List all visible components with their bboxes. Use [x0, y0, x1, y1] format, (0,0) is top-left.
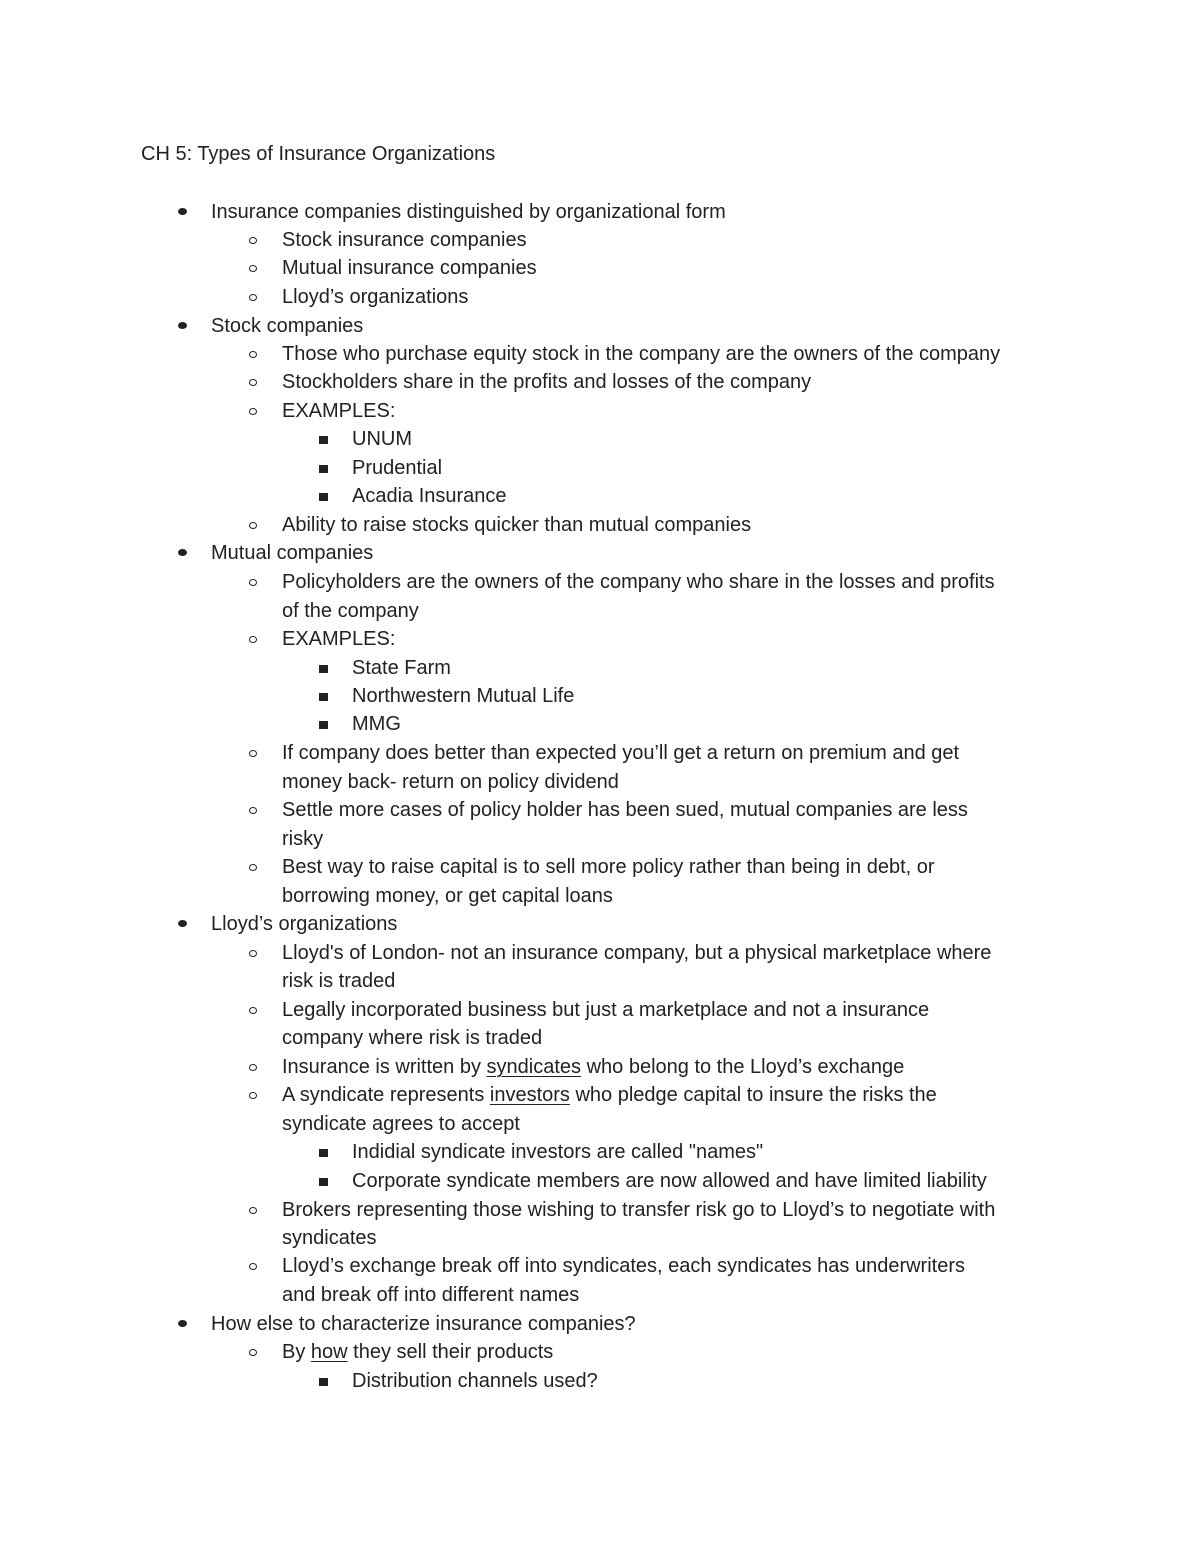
square-bullet-icon	[316, 1367, 330, 1395]
hollow-bullet-icon	[246, 568, 260, 596]
list-item-text: Policyholders are the owners of the company who share in the losses and profits	[282, 571, 995, 593]
hollow-bullet-icon	[246, 939, 260, 967]
list-item-text: Distribution channels used?	[352, 1370, 598, 1392]
hollow-bullet-icon	[246, 1053, 260, 1081]
underlined-term: how	[310, 1341, 348, 1363]
list-item-text: company where risk is traded	[282, 1027, 543, 1049]
page-title: CH 5: Types of Insurance Organizations	[141, 143, 496, 165]
hollow-bullet-icon	[246, 996, 260, 1024]
hollow-bullet-icon	[246, 739, 260, 767]
list-item-text: Ability to raise stocks quicker than mutual companies	[282, 514, 752, 536]
hollow-bullet-icon	[246, 1252, 260, 1280]
text-segment: Insurance is written by	[282, 1056, 487, 1078]
list-item-text: Indidial syndicate investors are called "names"	[352, 1141, 764, 1163]
list-item-text: Corporate syndicate members are now allowed and have limited liability	[352, 1170, 987, 1192]
list-item-text: UNUM	[352, 428, 412, 450]
text-segment: who pledge capital to insure the risks the	[569, 1084, 937, 1106]
bullet-icon	[176, 312, 190, 340]
bullet-icon	[176, 198, 190, 226]
list-item-text: Lloyd’s organizations	[211, 913, 398, 935]
list-item-text: Prudential	[352, 457, 443, 479]
square-bullet-icon	[316, 654, 330, 682]
bullet-icon	[176, 1310, 190, 1338]
list-item-text: Those who purchase equity stock in the company are the owners of the company	[282, 343, 1001, 365]
hollow-bullet-icon	[246, 283, 260, 311]
list-item-text: Northwestern Mutual Life	[352, 685, 575, 707]
list-item-text	[282, 1081, 937, 1109]
text-segment: A syndicate represents	[282, 1084, 490, 1106]
square-bullet-icon	[316, 425, 330, 453]
hollow-bullet-icon	[246, 625, 260, 653]
list-item-text: MMG	[352, 713, 401, 735]
hollow-bullet-icon	[246, 397, 260, 425]
text-segment: who belong to the Lloyd’s exchange	[581, 1056, 905, 1078]
hollow-bullet-icon	[246, 340, 260, 368]
list-item-text: Settle more cases of policy holder has been sued, mutual companies are less	[282, 799, 968, 821]
square-bullet-icon	[316, 710, 330, 738]
hollow-bullet-icon	[246, 254, 260, 282]
square-bullet-icon	[316, 454, 330, 482]
list-item-text: of the company	[282, 600, 419, 622]
list-item-text: If company does better than expected you’ll get a return on premium and get	[282, 742, 960, 764]
list-item-text: Insurance companies distinguished by organizational form	[211, 201, 726, 223]
bullet-icon	[176, 539, 190, 567]
hollow-bullet-icon	[246, 853, 260, 881]
list-item-text: Lloyd’s exchange break off into syndicates, each syndicates has underwriters	[282, 1255, 965, 1277]
list-item-text: Brokers representing those wishing to transfer risk go to Lloyd’s to negotiate with	[282, 1199, 996, 1221]
underlined-term: investors	[489, 1084, 570, 1106]
list-item-text: Lloyd's of London- not an insurance company, but a physical marketplace where	[282, 942, 992, 964]
hollow-bullet-icon	[246, 1081, 260, 1109]
list-item-text	[282, 1053, 904, 1081]
hollow-bullet-icon	[246, 511, 260, 539]
list-item-text: Lloyd’s organizations	[282, 286, 469, 308]
hollow-bullet-icon	[246, 226, 260, 254]
list-item-text: How else to characterize insurance companies?	[211, 1313, 636, 1335]
bullet-icon	[176, 910, 190, 938]
hollow-bullet-icon	[246, 796, 260, 824]
list-item-text: State Farm	[352, 657, 451, 679]
square-bullet-icon	[316, 1167, 330, 1195]
list-item-text: borrowing money, or get capital loans	[282, 885, 613, 907]
list-item-text: risk is traded	[282, 970, 396, 992]
list-item-text	[282, 1338, 553, 1366]
square-bullet-icon	[316, 682, 330, 710]
list-item-text: EXAMPLES:	[282, 400, 396, 422]
list-item-text: Stock insurance companies	[282, 229, 527, 251]
underlined-term: syndicates	[486, 1056, 582, 1078]
hollow-bullet-icon	[246, 1196, 260, 1224]
list-item-text: Acadia Insurance	[352, 485, 507, 507]
hollow-bullet-icon	[246, 1338, 260, 1366]
list-item-text: Mutual companies	[211, 542, 374, 564]
list-item-text: Mutual insurance companies	[282, 257, 537, 279]
list-item-text: Stockholders share in the profits and losses of the company	[282, 371, 812, 393]
square-bullet-icon	[316, 1138, 330, 1166]
list-item-text: money back- return on policy dividend	[282, 771, 619, 793]
list-item-text: syndicates	[282, 1227, 377, 1249]
text-segment: By	[282, 1341, 311, 1363]
list-item-text: syndicate agrees to accept	[282, 1113, 520, 1135]
text-segment: they sell their products	[347, 1341, 554, 1363]
list-item-text: risky	[282, 828, 324, 850]
list-item-text: Legally incorporated business but just a marketplace and not a insurance	[282, 999, 930, 1021]
square-bullet-icon	[316, 482, 330, 510]
list-item-text: Stock companies	[211, 315, 364, 337]
list-item-text: EXAMPLES:	[282, 628, 396, 650]
list-item-text: Best way to raise capital is to sell more policy rather than being in debt, or	[282, 856, 935, 878]
list-item-text: and break off into different names	[282, 1284, 580, 1306]
hollow-bullet-icon	[246, 368, 260, 396]
